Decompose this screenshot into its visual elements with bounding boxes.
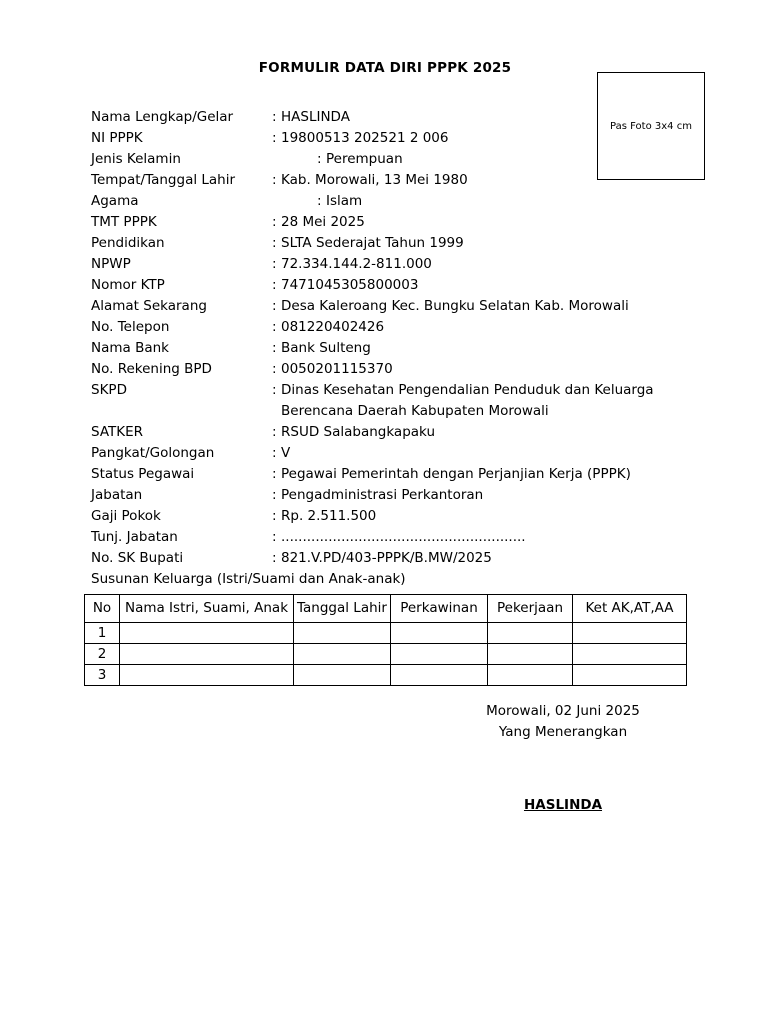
family-table-header — [85, 595, 687, 623]
field-jenis-kelamin: Jenis Kelamin : Perempuan — [91, 151, 403, 167]
table-cell — [294, 623, 391, 644]
table-cell — [120, 665, 294, 686]
field-tempat-tanggal-lahir: Tempat/Tanggal Lahir : Kab. Morowali, 13 Mei 1980 — [91, 172, 468, 188]
table-cell — [488, 644, 573, 665]
field-jabatan: Jabatan : Pengadministrasi Perkantoran — [91, 487, 484, 503]
table-cell: 2 — [85, 644, 120, 665]
signature-place-date: Morowali, 02 Juni 2025 — [486, 703, 640, 719]
field-alamat: Alamat Sekarang : Desa Kaleroang Kec. Bungku Selatan Kab. Morowali — [91, 298, 629, 314]
table-cell — [294, 644, 391, 665]
signature-role: Yang Menerangkan — [498, 724, 628, 740]
column-header-no: No — [85, 595, 120, 623]
column-header-tanggal-lahir: Tanggal Lahir — [294, 595, 391, 623]
photo-label: Pas Foto 3x4 cm — [610, 120, 692, 132]
field-ni-pppk: NI PPPK : 19800513 202521 2 006 — [91, 130, 449, 146]
table-cell — [488, 665, 573, 686]
field-nomor-ktp: Nomor KTP : 7471045305800003 — [91, 277, 419, 293]
field-pendidikan: Pendidikan : SLTA Sederajat Tahun 1999 — [91, 235, 464, 251]
field-rekening: No. Rekening BPD : 0050201115370 — [91, 361, 393, 377]
table-cell — [573, 644, 687, 665]
table-row — [85, 623, 687, 644]
family-table — [84, 594, 687, 686]
field-tunj-jabatan: Tunj. Jabatan : ......................................................... — [91, 529, 526, 545]
family-section-title: Susunan Keluarga (Istri/Suami dan Anak-anak) — [91, 571, 406, 587]
form-title: FORMULIR DATA DIRI PPPK 2025 — [258, 60, 512, 76]
field-satker: SATKER : RSUD Salabangkapaku — [91, 424, 436, 440]
field-telepon: No. Telepon : 081220402426 — [91, 319, 385, 335]
field-skpd: SKPD : Dinas Kesehatan Pengendalian Penduduk dan Keluarga Berencana Daerah Kabupaten Morowali — [91, 382, 654, 419]
field-nama: Nama Lengkap/Gelar : HASLINDA — [91, 109, 350, 125]
column-header-nama: Nama Istri, Suami, Anak — [120, 595, 294, 623]
field-status-pegawai: Status Pegawai : Pegawai Pemerintah dengan Perjanjian Kerja (PPPK) — [91, 466, 631, 482]
table-cell: 1 — [85, 623, 120, 644]
field-agama: Agama : Islam — [91, 193, 363, 209]
table-row — [85, 665, 687, 686]
table-cell — [488, 623, 573, 644]
table-cell — [391, 623, 488, 644]
column-header-ket: Ket AK,AT,AA — [573, 595, 687, 623]
column-header-perkawinan: Perkawinan — [391, 595, 488, 623]
table-cell — [294, 665, 391, 686]
table-cell — [391, 644, 488, 665]
signature-name: HASLINDA — [523, 797, 603, 813]
column-header-pekerjaan: Pekerjaan — [488, 595, 573, 623]
field-tmt-pppk: TMT PPPK : 28 Mei 2025 — [91, 214, 365, 230]
field-npwp: NPWP : 72.334.144.2-811.000 — [91, 256, 432, 272]
table-cell — [573, 665, 687, 686]
field-sk-bupati: No. SK Bupati : 821.V.PD/403-PPPK/B.MW/2025 — [91, 550, 492, 566]
personal-data-fields — [91, 107, 691, 569]
field-gaji-pokok: Gaji Pokok : Rp. 2.511.500 — [91, 508, 377, 524]
field-pangkat: Pangkat/Golongan : V — [91, 445, 291, 461]
table-cell: 3 — [85, 665, 120, 686]
table-cell — [391, 665, 488, 686]
table-cell — [120, 644, 294, 665]
table-cell — [573, 623, 687, 644]
field-nama-bank: Nama Bank : Bank Sulteng — [91, 340, 371, 356]
table-cell — [120, 623, 294, 644]
table-row — [85, 644, 687, 665]
